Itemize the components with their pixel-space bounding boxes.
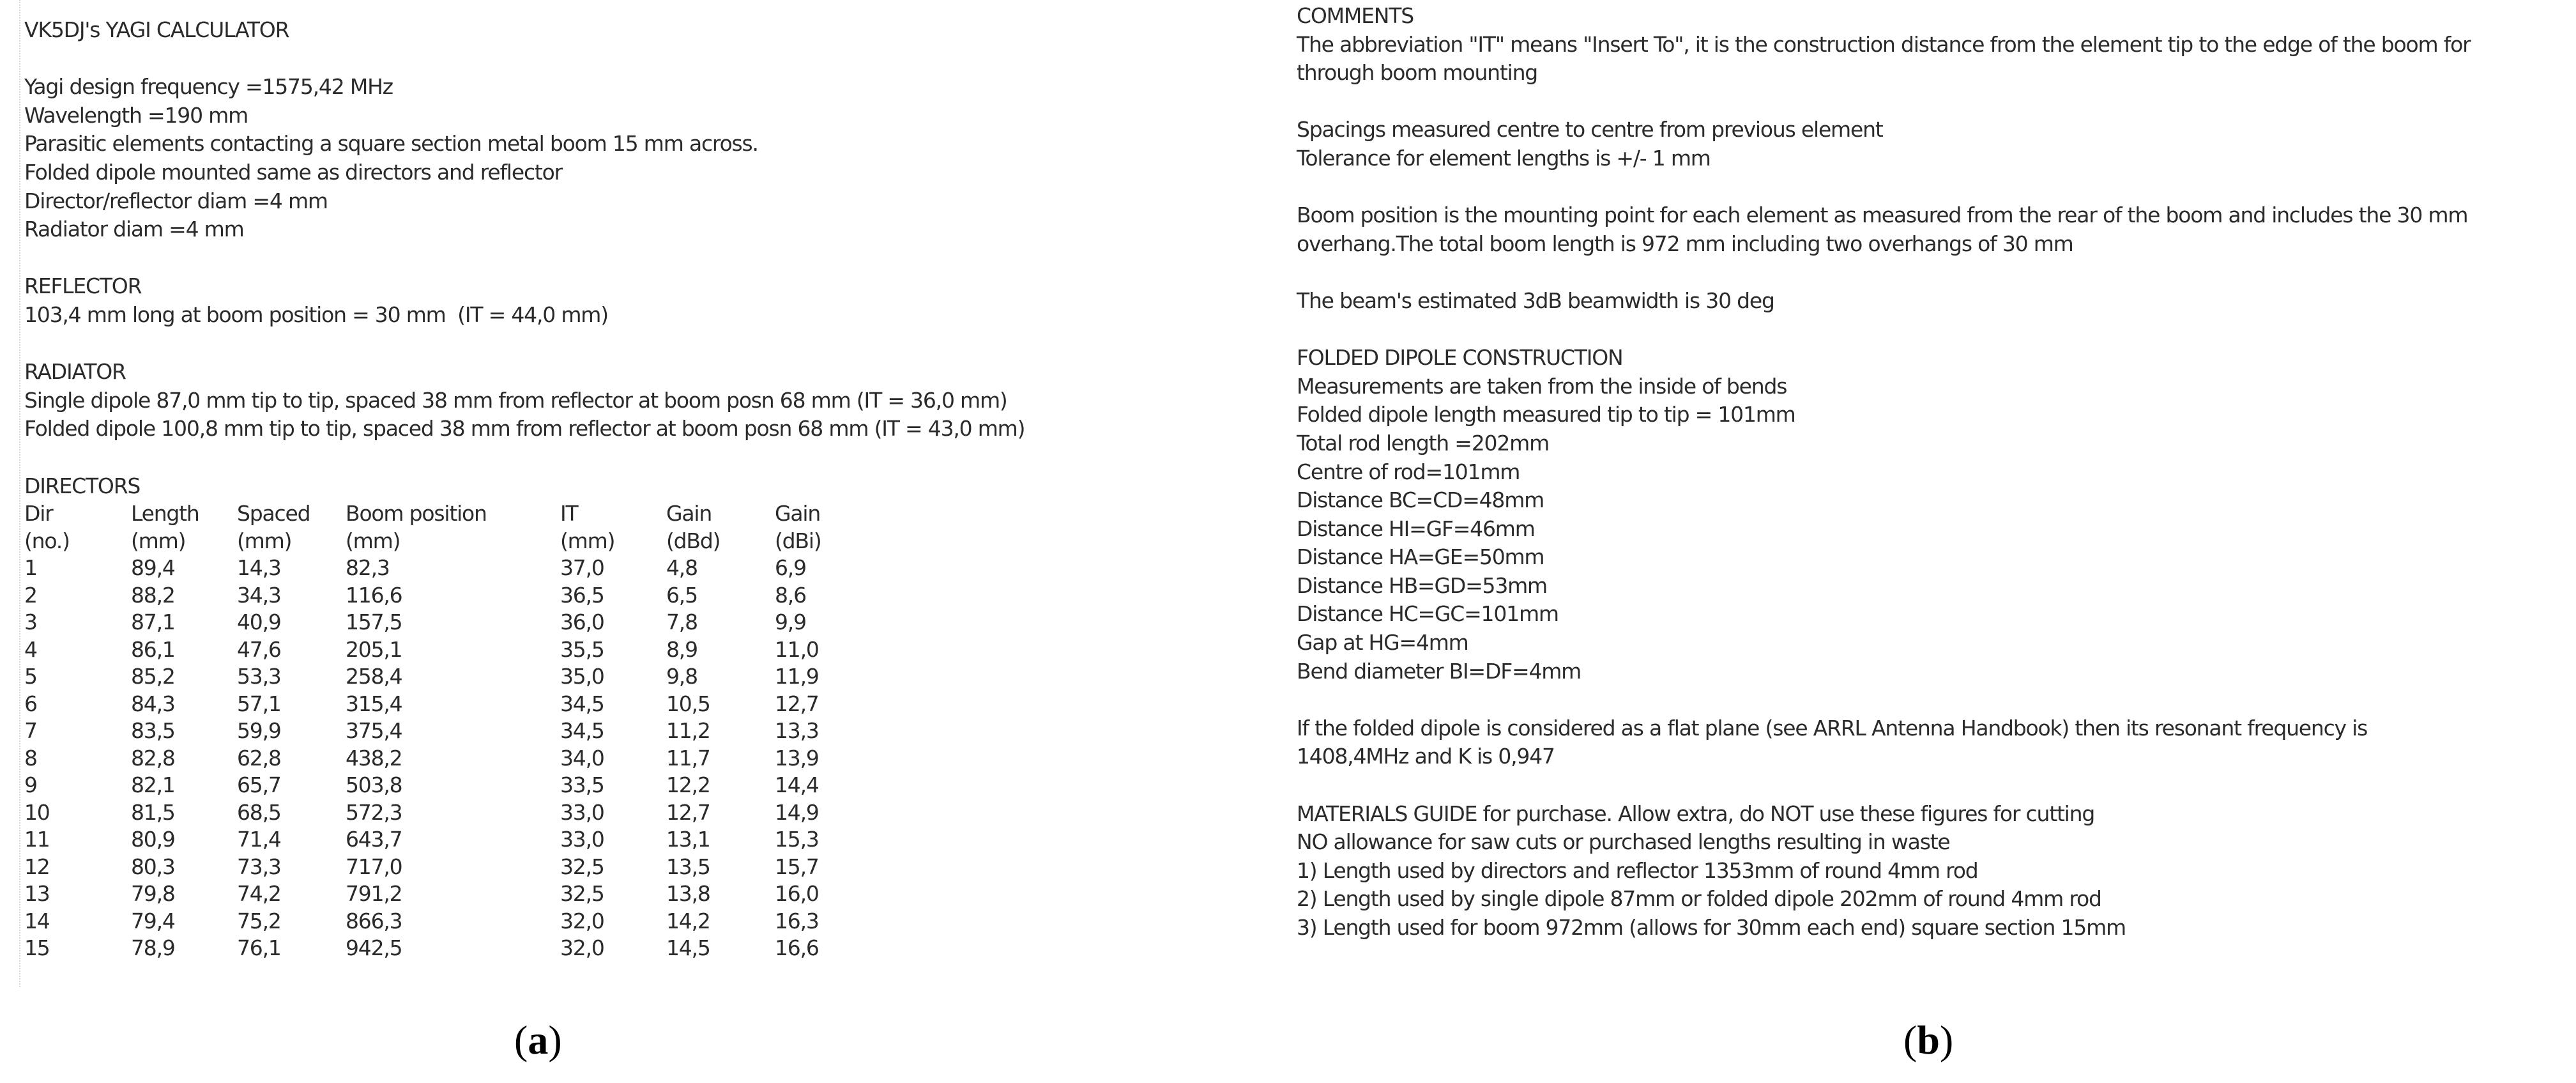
cell-dir-no: 10 [24,799,50,825]
boom-position-note: Boom position is the mounting point for each element as measured from the rear of the boom and includes the 30 mm [1297,203,2468,228]
cell-gain-dbi: 16,6 [775,935,819,961]
cell-spaced: 40,9 [237,610,281,635]
table-row [24,663,864,691]
spacer [24,330,1265,358]
unit-spaced: (mm) [237,528,292,553]
cell-spaced: 76,1 [237,935,281,961]
tolerance-note: Tolerance for element lengths is +/- 1 mm [1297,145,1711,171]
table-unit-row [24,528,864,555]
reflector-heading: REFLECTOR [24,273,142,299]
yagi-calculator-output-panel [19,0,1265,987]
flat-plane-note: If the folded dipole is considered as a flat plane (see ARRL Antenna Handbook) then its resonant frequency is [1297,715,2368,741]
spacer [1297,258,2574,287]
cell-length: 80,3 [131,854,175,879]
col-header-spaced: Spaced [237,501,310,526]
cell-gain-dbd: 4,8 [666,555,697,581]
cell-spaced: 14,3 [237,555,281,581]
cell-insert-to: 33,0 [560,799,604,825]
cell-length: 85,2 [131,664,175,689]
cell-gain-dbi: 15,3 [775,827,819,852]
cell-spaced: 34,3 [237,582,281,608]
cell-dir-no: 13 [24,881,50,907]
cell-insert-to: 35,0 [560,664,604,689]
cell-boom-position: 438,2 [346,745,402,771]
cell-length: 86,1 [131,636,175,662]
figure-caption-a [514,1015,562,1066]
spacer [1297,316,2574,344]
table-row [24,555,864,582]
cell-boom-position: 643,7 [346,827,402,852]
cell-spaced: 53,3 [237,664,281,689]
cell-dir-no: 3 [24,610,37,635]
cell-gain-dbi: 13,3 [775,718,819,744]
cell-gain-dbd: 6,5 [666,582,697,608]
cell-length: 80,9 [131,827,175,852]
table-row [24,826,864,854]
cell-insert-to: 33,0 [560,827,604,852]
cell-dir-no: 7 [24,718,37,744]
cell-boom-position: 942,5 [346,935,402,961]
fd-line: Distance HB=GD=53mm [1297,572,1548,598]
table-row [24,691,864,718]
table-row [24,772,864,799]
spacer [24,244,1265,273]
cell-boom-position: 157,5 [346,610,402,635]
cell-gain-dbd: 14,2 [666,908,710,933]
cell-length: 82,8 [131,745,175,771]
design-frequency: Yagi design frequency =1575,42 MHz [24,74,393,100]
cell-dir-no: 8 [24,745,37,771]
table-row [24,745,864,772]
cell-length: 79,4 [131,908,175,933]
cell-spaced: 65,7 [237,772,281,798]
cell-gain-dbd: 8,9 [666,636,697,662]
cell-gain-dbi: 14,9 [775,799,819,825]
cell-spaced: 59,9 [237,718,281,744]
beamwidth-note: The beam's estimated 3dB beamwidth is 30 deg [1297,288,1774,313]
cell-dir-no: 11 [24,827,50,852]
cell-gain-dbd: 11,7 [666,745,710,771]
cell-gain-dbi: 9,9 [775,610,806,635]
cell-boom-position: 375,4 [346,718,402,744]
unit-boom-position: (mm) [346,528,400,553]
spacer [24,45,1265,73]
caption-paren-open: ( [1903,1017,1917,1063]
comments-section [1297,2,2574,88]
cell-boom-position: 717,0 [346,854,402,879]
fd-line: Distance HA=GE=50mm [1297,544,1544,570]
cell-insert-to: 32,0 [560,935,604,961]
caption-letter: a [528,1017,549,1063]
cell-insert-to: 37,0 [560,555,604,581]
materials-line: NO allowance for saw cuts or purchased lengths resulting in waste [1297,829,1950,855]
unit-dir: (no.) [24,528,70,553]
materials-heading: MATERIALS GUIDE for purchase. Allow extra, do NOT use these figures for cutting [1297,801,2095,826]
cell-gain-dbi: 6,9 [775,555,806,581]
cell-spaced: 57,1 [237,691,281,716]
reflector-spec: 103,4 mm long at boom position = 30 mm (IT = 44,0 mm) [24,302,608,327]
caption-paren-close: ) [1939,1017,1954,1063]
radiator-diameter: Radiator diam =4 mm [24,217,244,242]
cell-gain-dbd: 9,8 [666,664,697,689]
boom-description: Parasitic elements contacting a square section metal boom 15 mm across. [24,131,758,157]
cell-dir-no: 14 [24,908,50,933]
spacer [24,443,1265,472]
fd-line: Distance HC=GC=101mm [1297,601,1559,627]
cell-insert-to: 33,5 [560,772,604,798]
cell-spaced: 62,8 [237,745,281,771]
col-header-length: Length [131,501,199,526]
table-row [24,908,864,935]
cell-gain-dbi: 15,7 [775,854,819,879]
cell-insert-to: 32,5 [560,854,604,879]
cell-gain-dbi: 11,0 [775,636,819,662]
cell-insert-to: 34,5 [560,718,604,744]
table-header-row [24,500,864,528]
cell-spaced: 74,2 [237,881,281,907]
cell-spaced: 71,4 [237,827,281,852]
cell-gain-dbi: 14,4 [775,772,819,798]
reflector-section [24,272,1265,329]
fd-line: Total rod length =202mm [1297,430,1550,456]
table-row [24,935,864,962]
cell-spaced: 73,3 [237,854,281,879]
cell-insert-to: 34,5 [560,691,604,716]
cell-length: 78,9 [131,935,175,961]
cell-boom-position: 82,3 [346,555,390,581]
caption-paren-open: ( [514,1017,528,1063]
unit-it: (mm) [560,528,615,553]
boom-length-note: overhang.The total boom length is 972 mm including two overhangs of 30 mm [1297,231,2073,256]
folded-dipole-spec: Folded dipole 100,8 mm tip to tip, spaced 38 mm from reflector at boom posn 68 mm (IT = 43,0 mm) [24,416,1025,442]
fd-line: Distance HI=GF=46mm [1297,516,1535,541]
cell-insert-to: 34,0 [560,745,604,771]
fd-line: Bend diameter BI=DF=4mm [1297,658,1581,684]
cell-insert-to: 32,0 [560,908,604,933]
cell-gain-dbd: 13,1 [666,827,710,852]
table-row [24,799,864,827]
table-row [24,636,864,664]
cell-dir-no: 15 [24,935,50,961]
cell-gain-dbi: 13,9 [775,745,819,771]
resonant-frequency: 1408,4MHz and K is 0,947 [1297,744,1555,769]
cell-boom-position: 116,6 [346,582,402,608]
cell-dir-no: 2 [24,582,37,608]
cell-boom-position: 315,4 [346,691,402,716]
figure-caption-b [1903,1015,1953,1066]
yagi-comments-panel [1297,0,2574,942]
folded-dipole-section [1297,344,2574,686]
cell-dir-no: 4 [24,636,37,662]
cell-spaced: 75,2 [237,908,281,933]
cell-length: 79,8 [131,881,175,907]
cell-length: 82,1 [131,772,175,798]
spacer [1297,771,2574,800]
fd-line: Gap at HG=4mm [1297,630,1468,656]
materials-line: 3) Length used for boom 972mm (allows for 30mm each end) square section 15mm [1297,915,2126,940]
cell-length: 89,4 [131,555,175,581]
cell-spaced: 68,5 [237,799,281,825]
cell-dir-no: 6 [24,691,37,716]
cell-gain-dbd: 11,2 [666,718,710,744]
cell-gain-dbd: 14,5 [666,935,710,961]
directors-section [24,472,1265,962]
director-diameter: Director/reflector diam =4 mm [24,188,328,213]
cell-dir-no: 9 [24,772,37,798]
caption-letter: b [1917,1017,1940,1063]
calculator-title: VK5DJ's YAGI CALCULATOR [24,17,289,42]
radiator-section [24,358,1265,443]
cell-insert-to: 36,5 [560,582,604,608]
single-dipole-spec: Single dipole 87,0 mm tip to tip, spaced 38 mm from reflector at boom posn 68 mm (IT = 36,0 mm) [24,387,1007,413]
cell-gain-dbd: 13,8 [666,881,710,907]
cell-length: 81,5 [131,799,175,825]
cell-gain-dbd: 13,5 [666,854,710,879]
fd-line: Measurements are taken from the inside of bends [1297,373,1787,399]
cell-length: 87,1 [131,610,175,635]
col-header-gain-dbi: Gain [775,501,821,526]
cell-gain-dbd: 7,8 [666,610,697,635]
cell-length: 88,2 [131,582,175,608]
unit-length: (mm) [131,528,186,553]
cell-gain-dbd: 10,5 [666,691,710,716]
it-definition-cont: through boom mounting [1297,60,1538,86]
folded-dipole-heading: FOLDED DIPOLE CONSTRUCTION [1297,345,1623,371]
design-parameters [24,73,1265,244]
fd-line: Centre of rod=101mm [1297,459,1520,484]
cell-gain-dbi: 11,9 [775,664,819,689]
cell-insert-to: 32,5 [560,881,604,907]
cell-boom-position: 503,8 [346,772,402,798]
directors-table [24,500,864,962]
cell-dir-no: 5 [24,664,37,689]
cell-gain-dbd: 12,7 [666,799,710,825]
cell-length: 83,5 [131,718,175,744]
col-header-it: IT [560,501,578,526]
table-row [24,582,864,610]
directors-heading: DIRECTORS [24,473,141,498]
unit-gain-dbd: (dBd) [666,528,720,553]
caption-paren-close: ) [548,1017,562,1063]
spacer [1297,88,2574,116]
col-header-gain-dbd: Gain [666,501,712,526]
cell-gain-dbi: 8,6 [775,582,806,608]
materials-section [1297,800,2574,942]
col-header-boom-position: Boom position [346,501,487,526]
cell-boom-position: 866,3 [346,908,402,933]
cell-length: 84,3 [131,691,175,716]
cell-spaced: 47,6 [237,636,281,662]
cell-dir-no: 1 [24,555,37,581]
cell-gain-dbd: 12,2 [666,772,710,798]
cell-gain-dbi: 12,7 [775,691,819,716]
materials-line: 2) Length used by single dipole 87mm or folded dipole 202mm of round 4mm rod [1297,886,2101,912]
table-row [24,718,864,745]
table-row [24,880,864,908]
fd-line: Folded dipole length measured tip to tip = 101mm [1297,402,1795,427]
cell-dir-no: 12 [24,854,50,879]
spacer [1297,173,2574,202]
unit-gain-dbi: (dBi) [775,528,821,553]
col-header-dir: Dir [24,501,53,526]
materials-line: 1) Length used by directors and reflector 1353mm of round 4mm rod [1297,857,1978,883]
comments-heading: COMMENTS [1297,3,1414,28]
dipole-mounting: Folded dipole mounted same as directors and reflector [24,159,562,185]
it-definition: The abbreviation "IT" means "Insert To", it is the construction distance from the element tip to the edge of the boom for [1297,31,2471,57]
cell-boom-position: 205,1 [346,636,402,662]
cell-insert-to: 36,0 [560,610,604,635]
cell-boom-position: 791,2 [346,881,402,907]
cell-boom-position: 572,3 [346,799,402,825]
radiator-heading: RADIATOR [24,359,126,385]
wavelength: Wavelength =190 mm [24,102,248,128]
fd-line: Distance BC=CD=48mm [1297,488,1544,513]
cell-gain-dbi: 16,3 [775,908,819,933]
cell-gain-dbi: 16,0 [775,881,819,907]
spacing-note: Spacings measured centre to centre from previous element [1297,117,1883,142]
cell-insert-to: 35,5 [560,636,604,662]
cell-boom-position: 258,4 [346,664,402,689]
table-row [24,609,864,636]
spacer [1297,686,2574,714]
table-row [24,854,864,881]
